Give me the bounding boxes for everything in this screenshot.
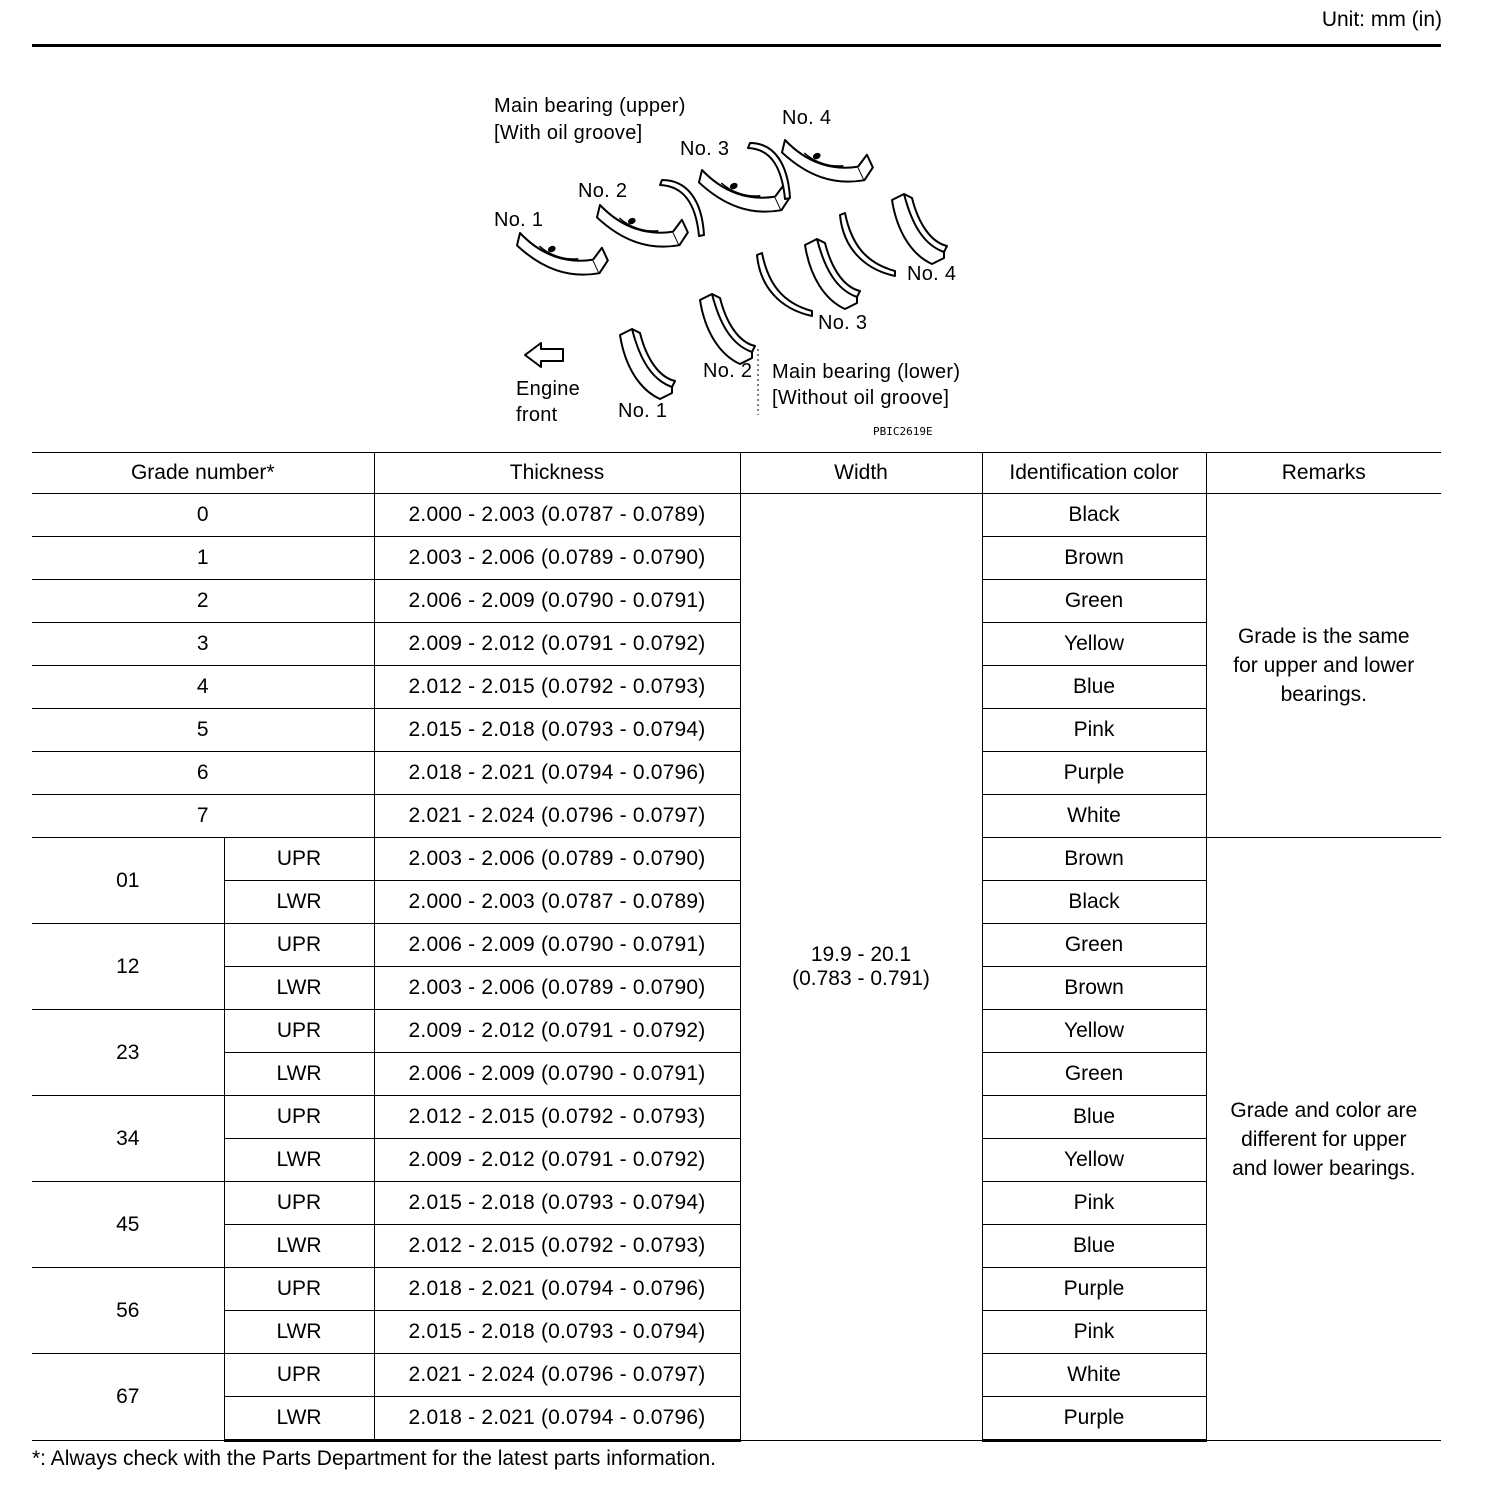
remarks-diff-line: Grade and color are <box>1230 1098 1418 1122</box>
remarks-diff-line: and lower bearings. <box>1232 1156 1416 1180</box>
remarks-diff-line: different for upper <box>1241 1127 1407 1151</box>
color-cell: Black <box>982 494 1206 537</box>
color-cell: Green <box>982 580 1206 623</box>
thickness-cell: 2.009 - 2.012 (0.0791 - 0.0792) <box>374 1010 740 1053</box>
table-row <box>32 838 1441 881</box>
upper-label-no2: No. 2 <box>578 180 628 202</box>
color-cell: Pink <box>982 1311 1206 1354</box>
lower-label-no3: No. 3 <box>818 312 868 334</box>
lower-thrust-washer-rear <box>840 213 895 276</box>
upper-title-line2: [With oil groove] <box>494 122 643 144</box>
thickness-cell: 2.021 - 2.024 (0.0796 - 0.0797) <box>374 795 740 838</box>
color-cell: Purple <box>982 1268 1206 1311</box>
thickness-cell: 2.009 - 2.012 (0.0791 - 0.0792) <box>374 623 740 666</box>
grade-cell: 6 <box>32 752 374 795</box>
color-cell: Yellow <box>982 623 1206 666</box>
color-cell: Brown <box>982 967 1206 1010</box>
thickness-cell: 2.018 - 2.021 (0.0794 - 0.0796) <box>374 752 740 795</box>
thickness-cell: 2.006 - 2.009 (0.0790 - 0.0791) <box>374 580 740 623</box>
position-cell: LWR <box>224 1311 374 1354</box>
upper-title-line1: Main bearing (upper) <box>494 95 686 117</box>
color-cell: Blue <box>982 1096 1206 1139</box>
width-cell <box>740 494 982 1441</box>
color-cell: Blue <box>982 666 1206 709</box>
grade-cell: 0 <box>32 494 374 537</box>
engine-front-line2: front <box>516 404 558 426</box>
lower-bearing-1 <box>620 329 675 399</box>
lower-title-line2: [Without oil groove] <box>772 387 950 409</box>
engine-front-line1: Engine <box>516 378 581 400</box>
engine-front-arrow <box>525 343 563 367</box>
grade-cell: 01 <box>32 838 224 924</box>
remarks-same-line: Grade is the same <box>1237 625 1410 648</box>
position-cell: LWR <box>224 1397 374 1441</box>
header-color: Identification color <box>982 453 1206 494</box>
width-value-line2: (0.783 - 0.791) <box>792 967 930 990</box>
color-cell: Pink <box>982 709 1206 752</box>
position-cell: UPR <box>224 1354 374 1397</box>
grade-cell: 23 <box>32 1010 224 1096</box>
table-header-row <box>32 453 1441 494</box>
thickness-cell: 2.018 - 2.021 (0.0794 - 0.0796) <box>374 1268 740 1311</box>
remarks-same <box>1206 494 1441 838</box>
thickness-cell: 2.003 - 2.006 (0.0789 - 0.0790) <box>374 967 740 1010</box>
thickness-cell: 2.012 - 2.015 (0.0792 - 0.0793) <box>374 1225 740 1268</box>
table-row <box>32 494 1441 537</box>
header-grade: Grade number* <box>32 453 374 494</box>
thickness-cell: 2.003 - 2.006 (0.0789 - 0.0790) <box>374 838 740 881</box>
color-cell: Blue <box>982 1225 1206 1268</box>
grade-cell: 34 <box>32 1096 224 1182</box>
remarks-same-line: bearings. <box>1280 683 1367 706</box>
position-cell: LWR <box>224 1139 374 1182</box>
unit-label: Unit: mm (in) <box>1321 8 1442 31</box>
top-rule <box>32 44 1441 47</box>
position-cell: UPR <box>224 924 374 967</box>
color-cell: Yellow <box>982 1010 1206 1053</box>
thickness-cell: 2.006 - 2.009 (0.0790 - 0.0791) <box>374 924 740 967</box>
color-cell: White <box>982 795 1206 838</box>
thickness-cell: 2.015 - 2.018 (0.0793 - 0.0794) <box>374 1311 740 1354</box>
lower-label-no4: No. 4 <box>907 263 957 285</box>
position-cell: LWR <box>224 1225 374 1268</box>
grade-cell: 2 <box>32 580 374 623</box>
thickness-cell: 2.000 - 2.003 (0.0787 - 0.0789) <box>374 494 740 537</box>
color-cell: Brown <box>982 838 1206 881</box>
thickness-cell: 2.015 - 2.018 (0.0793 - 0.0794) <box>374 1182 740 1225</box>
thickness-cell: 2.000 - 2.003 (0.0787 - 0.0789) <box>374 881 740 924</box>
color-cell: Yellow <box>982 1139 1206 1182</box>
lower-label-no2: No. 2 <box>703 360 753 382</box>
thickness-cell: 2.003 - 2.006 (0.0789 - 0.0790) <box>374 537 740 580</box>
lower-label-no1: No. 1 <box>618 400 668 422</box>
bearing-diagram <box>480 85 1020 450</box>
position-cell: LWR <box>224 967 374 1010</box>
grade-cell: 45 <box>32 1182 224 1268</box>
figure-code: PBIC2619E <box>873 425 933 438</box>
grade-cell: 12 <box>32 924 224 1010</box>
position-cell: LWR <box>224 881 374 924</box>
upper-label-no1: No. 1 <box>494 209 544 231</box>
color-cell: Pink <box>982 1182 1206 1225</box>
footnote: *: Always check with the Parts Department for the latest parts information. <box>32 1447 716 1470</box>
thickness-cell: 2.021 - 2.024 (0.0796 - 0.0797) <box>374 1354 740 1397</box>
color-cell: Brown <box>982 537 1206 580</box>
color-cell: Black <box>982 881 1206 924</box>
grade-cell: 56 <box>32 1268 224 1354</box>
header-remarks: Remarks <box>1206 453 1441 494</box>
upper-label-no4: No. 4 <box>782 107 832 129</box>
bearing-grade-table <box>32 452 1441 1442</box>
grade-cell: 4 <box>32 666 374 709</box>
position-cell: UPR <box>224 1268 374 1311</box>
color-cell: White <box>982 1354 1206 1397</box>
grade-cell: 3 <box>32 623 374 666</box>
header-thickness: Thickness <box>374 453 740 494</box>
remarks-same-line: for upper and lower <box>1233 654 1415 677</box>
thickness-cell: 2.012 - 2.015 (0.0792 - 0.0793) <box>374 666 740 709</box>
position-cell: UPR <box>224 1182 374 1225</box>
grade-cell: 1 <box>32 537 374 580</box>
thickness-cell: 2.009 - 2.012 (0.0791 - 0.0792) <box>374 1139 740 1182</box>
thickness-cell: 2.015 - 2.018 (0.0793 - 0.0794) <box>374 709 740 752</box>
color-cell: Green <box>982 924 1206 967</box>
grade-cell: 67 <box>32 1354 224 1441</box>
thickness-cell: 2.006 - 2.009 (0.0790 - 0.0791) <box>374 1053 740 1096</box>
thickness-cell: 2.012 - 2.015 (0.0792 - 0.0793) <box>374 1096 740 1139</box>
position-cell: UPR <box>224 838 374 881</box>
color-cell: Green <box>982 1053 1206 1096</box>
grade-cell: 7 <box>32 795 374 838</box>
upper-label-no3: No. 3 <box>680 138 730 160</box>
color-cell: Purple <box>982 752 1206 795</box>
lower-bearing-2 <box>700 294 755 364</box>
header-width: Width <box>740 453 982 494</box>
width-value-line1: 19.9 - 20.1 <box>810 943 912 966</box>
remarks-different <box>1206 838 1441 1441</box>
lower-bearing-4 <box>892 194 947 264</box>
lower-thrust-washer-front <box>757 253 812 316</box>
color-cell: Purple <box>982 1397 1206 1441</box>
position-cell: UPR <box>224 1096 374 1139</box>
thickness-cell: 2.018 - 2.021 (0.0794 - 0.0796) <box>374 1397 740 1441</box>
position-cell: UPR <box>224 1010 374 1053</box>
position-cell: LWR <box>224 1053 374 1096</box>
lower-title-line1: Main bearing (lower) <box>772 361 961 383</box>
grade-cell: 5 <box>32 709 374 752</box>
